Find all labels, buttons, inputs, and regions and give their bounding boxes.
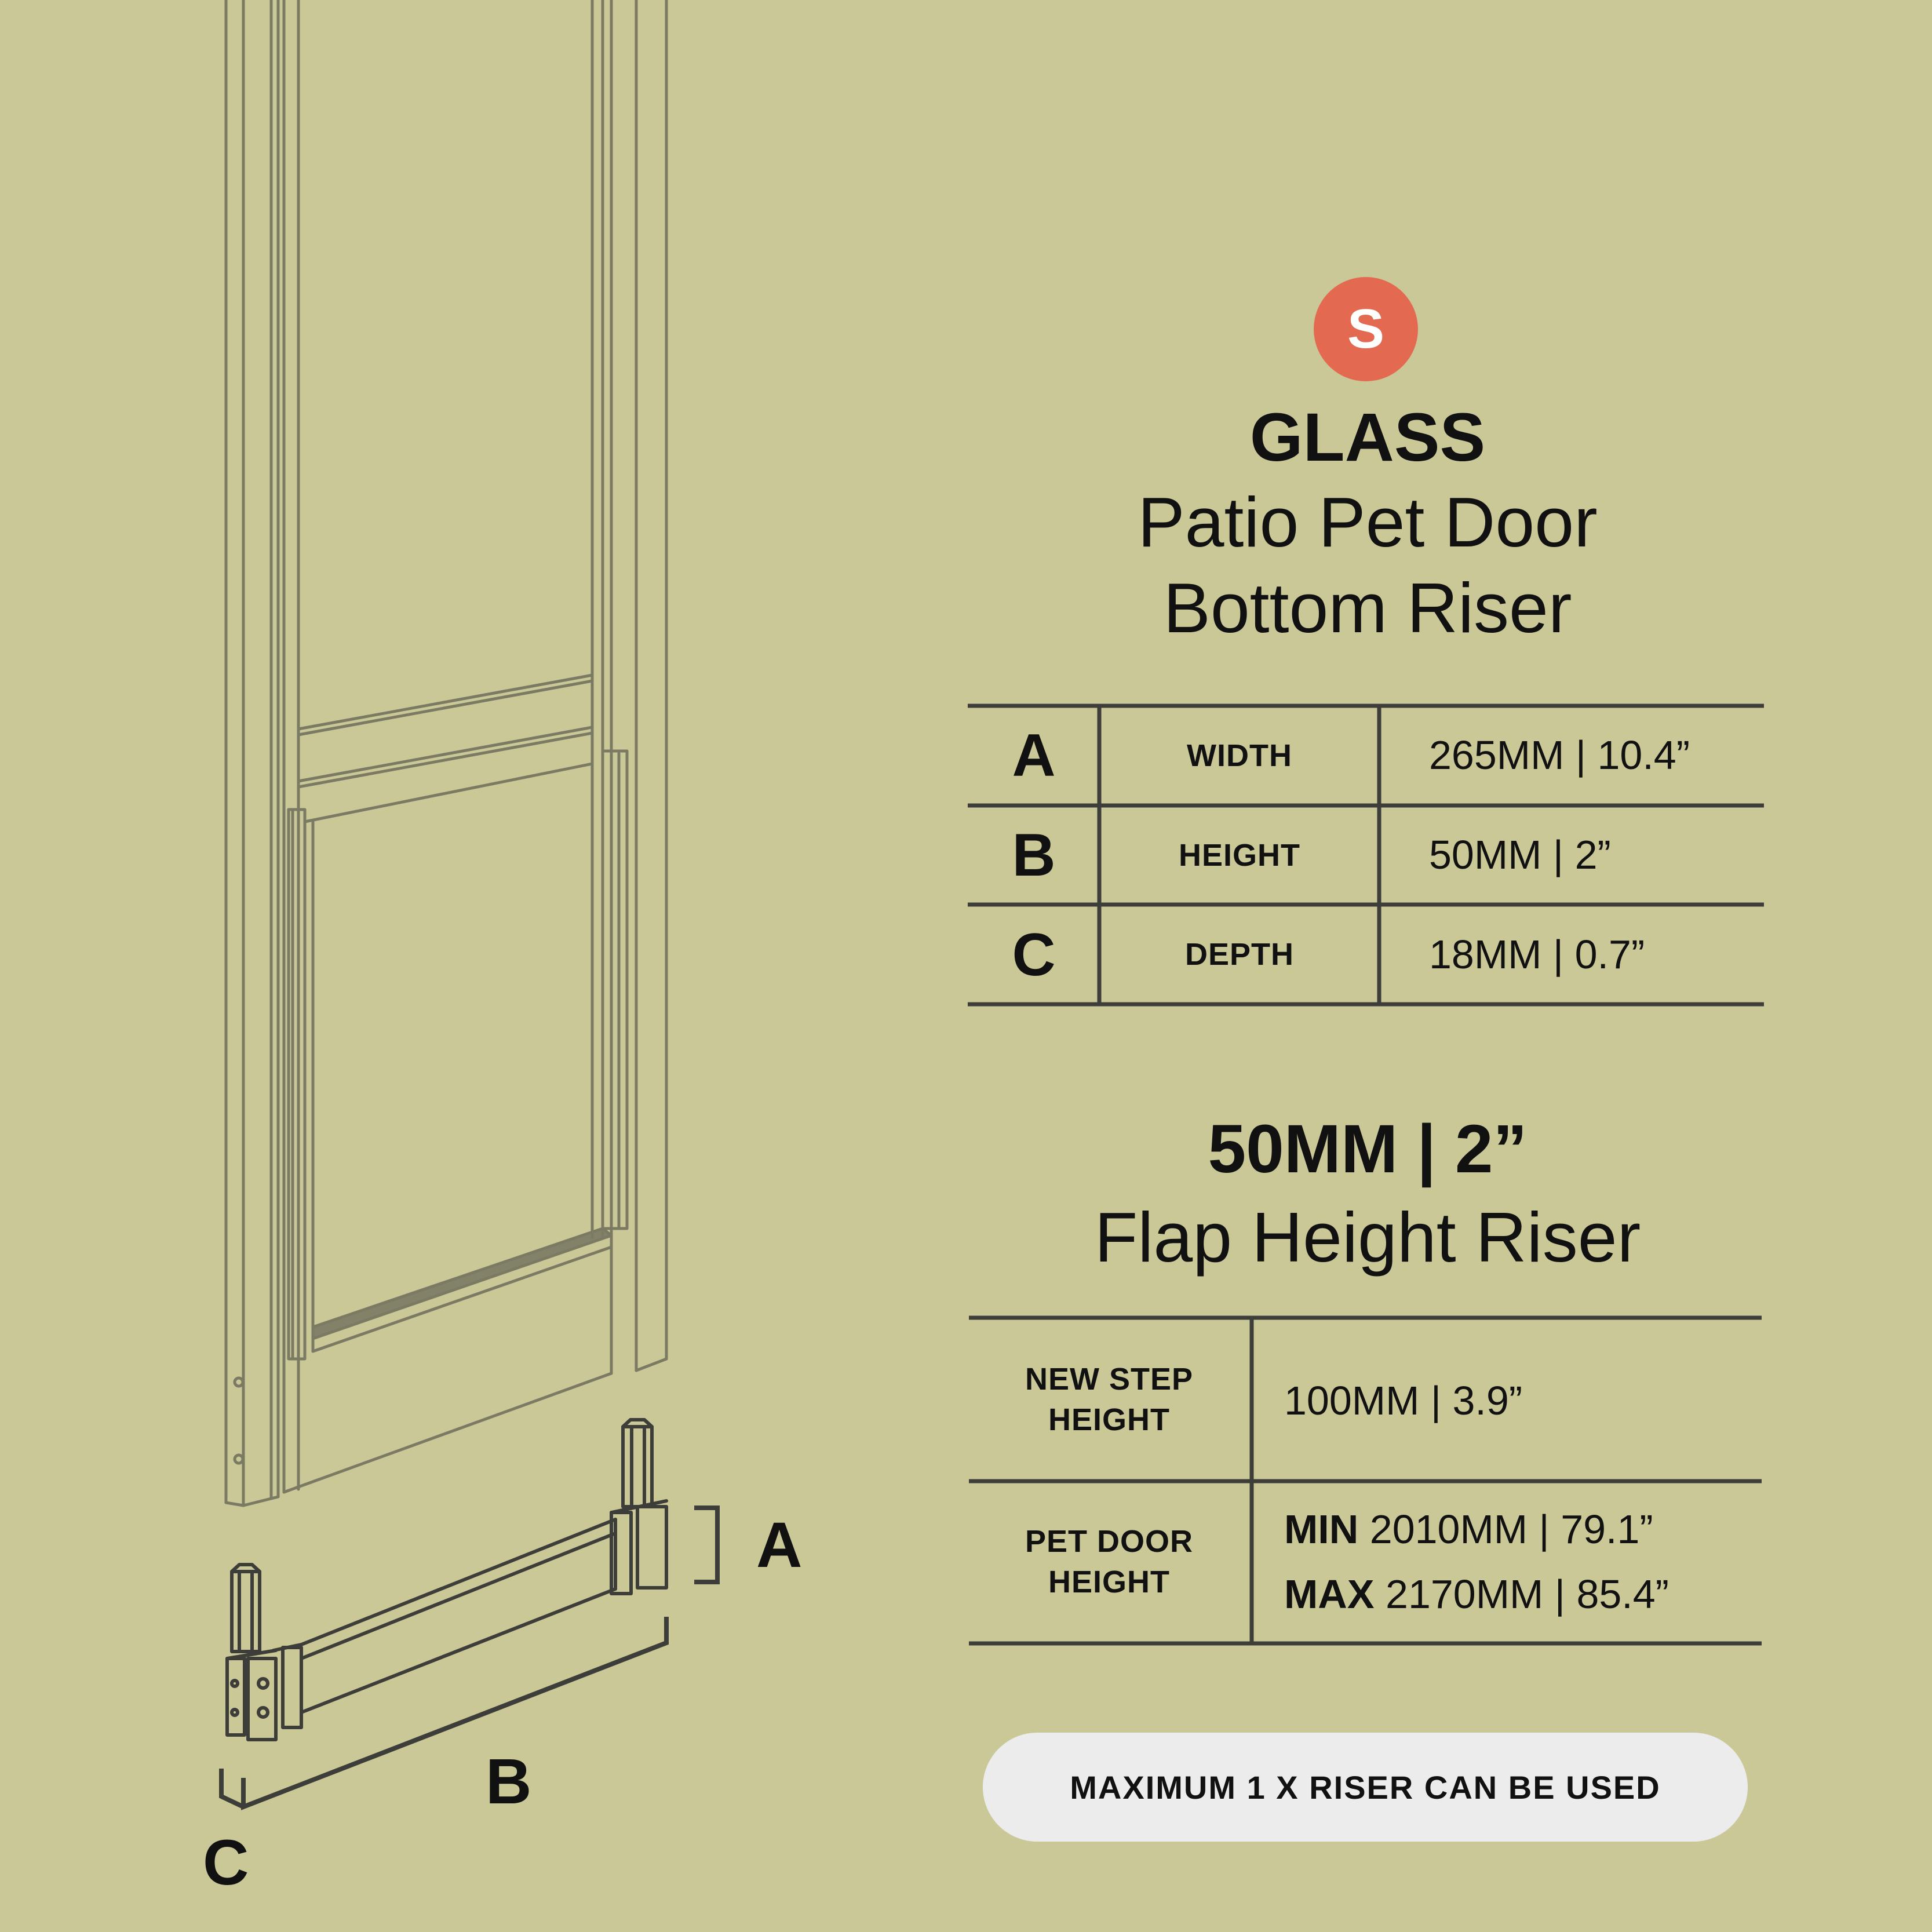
dim-row-b-letter: B: [1012, 822, 1056, 889]
new-step-height-label: [969, 1359, 1249, 1440]
pet-door-height-max: [1284, 1572, 1669, 1617]
dim-row-b-name: HEIGHT: [1178, 838, 1300, 873]
dim-row-c-name: DEPTH: [1184, 937, 1294, 972]
dim-row-a-value: 265MM | 10.4”: [1429, 732, 1690, 778]
pet-door-height-label-line-2: HEIGHT: [1048, 1565, 1170, 1599]
dim-row-b-value: 50MM | 2”: [1429, 832, 1611, 877]
dim-row-a-letter: A: [1012, 722, 1056, 789]
dimension-b-label: B: [486, 1746, 532, 1817]
product-subtitle-line-2: Bottom Riser: [1163, 568, 1572, 647]
dimension-a-label: A: [756, 1510, 803, 1581]
dim-row-c-value: 18MM | 0.7”: [1429, 932, 1645, 977]
dimension-c-label: C: [203, 1827, 249, 1898]
product-title: GLASS: [1249, 399, 1486, 476]
pet-door-height-label: [969, 1521, 1249, 1602]
riser-subtitle: Flap Height Riser: [1094, 1198, 1641, 1277]
new-step-height-value: 100MM | 3.9”: [1284, 1378, 1523, 1423]
min-value: 2010MM | 79.1”: [1369, 1507, 1653, 1552]
max-value: 2170MM | 85.4”: [1386, 1572, 1669, 1617]
max-key: MAX: [1284, 1572, 1375, 1617]
pet-door-height-label-line-1: PET DOOR: [1025, 1524, 1194, 1559]
new-step-height-label-line-1: NEW STEP: [1025, 1362, 1194, 1397]
min-key: MIN: [1284, 1507, 1359, 1552]
product-subtitle-line-1: Patio Pet Door: [1138, 483, 1598, 562]
max-riser-note: MAXIMUM 1 X RISER CAN BE USED: [983, 1733, 1748, 1842]
new-step-height-label-line-2: HEIGHT: [1048, 1402, 1170, 1437]
riser-title: 50MM | 2”: [1208, 1111, 1528, 1187]
pet-door-height-min: [1284, 1509, 1653, 1550]
dim-row-c-letter: C: [1012, 921, 1056, 989]
size-badge: S: [1314, 277, 1418, 381]
dim-row-a-name: WIDTH: [1187, 738, 1292, 773]
